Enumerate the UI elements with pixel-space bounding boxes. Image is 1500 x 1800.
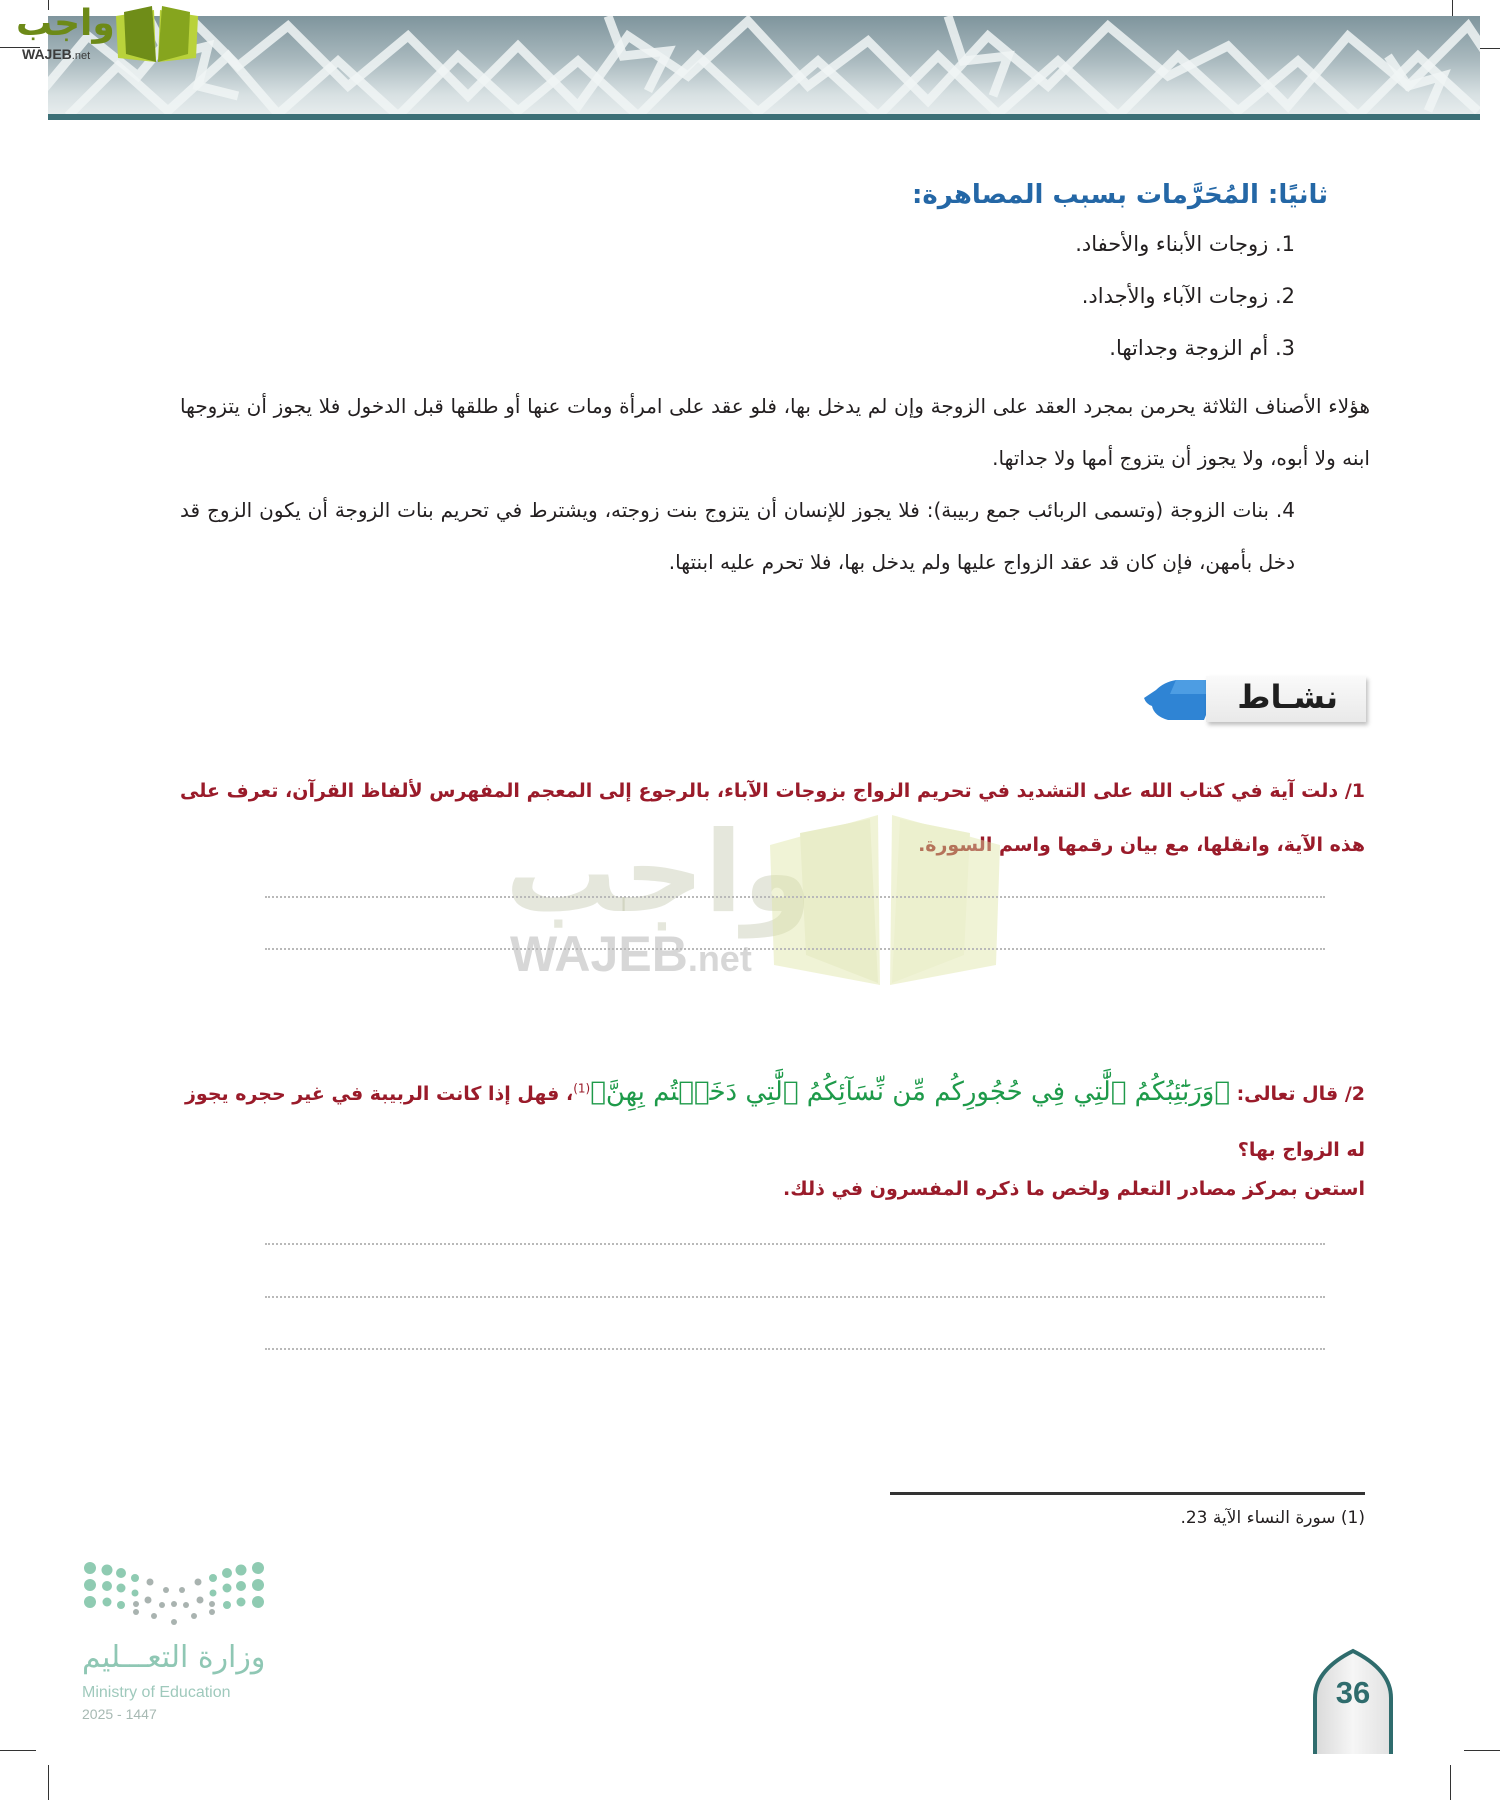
section-title: ثانيًا: المُحَرَّمات بسبب المصاهرة: — [911, 180, 1328, 210]
footnote-rule — [890, 1492, 1365, 1495]
ministry-name-arabic: وزارة التعـــليم — [82, 1640, 266, 1675]
watermark-arabic: واجب — [505, 808, 813, 938]
header-banner — [48, 16, 1480, 114]
ministry-year: 2025 - 1447 — [82, 1706, 157, 1722]
crop-mark — [0, 1750, 36, 1751]
watermark-latin: WAJEB.net — [510, 926, 752, 982]
answer-line[interactable] — [265, 1296, 1325, 1298]
answer-line[interactable] — [265, 896, 1325, 898]
ministry-of-education-logo — [80, 1560, 280, 1730]
footnote-ref[interactable]: (1) — [573, 1081, 591, 1096]
answer-line[interactable] — [265, 948, 1325, 950]
crop-mark — [48, 1765, 49, 1800]
answer-line[interactable] — [265, 1243, 1325, 1245]
list-item: 1. زوجات الأبناء والأحفاد. — [1075, 232, 1295, 256]
quran-verse: وَرَبَٰٓئِبُكُمُ ٱلَّٰتِي فِي حُجُورِكُم مِّن نِّسَآئِكُمُ ٱلَّٰتِي دَخَلۡتُم بِهِنَّ — [605, 1077, 1215, 1107]
crop-mark — [1450, 1765, 1451, 1800]
watermark-book-icon — [770, 815, 1000, 985]
footnote: (1) سورة النساء الآية 23. — [1180, 1508, 1365, 1528]
question-2 — [180, 1066, 1365, 1178]
header-rule — [48, 114, 1480, 120]
list-item: 2. زوجات الآباء والأجداد. — [1081, 284, 1295, 308]
logo-arabic: واجب — [16, 3, 115, 44]
geometric-pattern-icon — [48, 16, 1480, 114]
paragraph-text: 4. بنات الزوجة (وتسمى الربائب جمع ربيبة): فلا يجوز للإنسان أن يتزوج بنت زوجته، ويشترط في تحريم بنات الزوجة أن يكون الزوج قد دخل بأمهن، فإن كان قد عقد الزواج عليها ولم يدخل بها، فلا تحرم عليه ابنتها. — [180, 498, 1295, 574]
paragraph-three-categories — [180, 380, 1370, 484]
answer-line[interactable] — [265, 1348, 1325, 1350]
paragraph-text: هؤلاء الأصناف الثلاثة يحرمن بمجرد العقد على الزوجة وإن لم يدخل بها، فلو عقد على امرأة ومات عنها أو طلقها قبل الدخول فلا يجوز أن يتزوجها ابنه ولا أبوه، ولا يجوز أن يتزوج أمها ولا جداتها. — [180, 394, 1370, 470]
question-2-text: ، فهل إذا كانت الربيبة في غير حجره يجوز له الزواج بها؟ — [184, 1083, 1365, 1161]
question-1: 1/ دلت آية في كتاب الله على التشديد في تحريم الزواج بزوجات الآباء، بالرجوع إلى المعجم المفهرس لألفاظ القرآن، تعرف على هذه الآية، وانقلها، مع بيان رقمها واسم السورة. — [180, 780, 1365, 856]
list-item: 3. أم الزوجة وجداتها. — [1109, 336, 1295, 360]
wajeb-logo[interactable] — [10, 3, 190, 66]
logo-latin: WAJEB.net — [22, 46, 91, 62]
crop-mark — [1464, 1750, 1500, 1751]
ministry-name-english: Ministry of Education — [82, 1684, 231, 1701]
open-book-icon — [114, 6, 200, 64]
ornate-bracket-close-icon: ﴾ — [590, 1077, 606, 1107]
page-number: 36 — [1335, 1675, 1371, 1710]
ornate-bracket-open-icon: ﴿ — [1214, 1077, 1230, 1107]
activity-title: نشـاط — [1237, 678, 1338, 716]
ministry-dots-icon — [80, 1560, 270, 1632]
activity-label — [1206, 676, 1366, 722]
list-item-4 — [180, 484, 1295, 588]
question-2-prefix: 2/ قال تعالى: — [1229, 1083, 1365, 1105]
question-2-instruction: استعن بمركز مصادر التعلم ولخص ما ذكره المفسرون في ذلك. — [783, 1178, 1365, 1200]
